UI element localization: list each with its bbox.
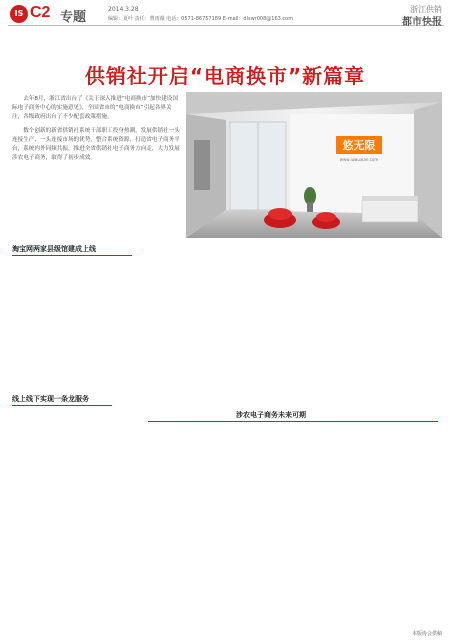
story-paragraph xyxy=(148,428,438,436)
lead-paragraphs xyxy=(12,95,180,168)
section-rule xyxy=(12,405,112,406)
page-tag: IS xyxy=(10,5,28,23)
masthead xyxy=(8,4,444,26)
section-rule xyxy=(12,255,132,256)
section-name: 专题 xyxy=(60,10,87,25)
story-body-3 xyxy=(148,428,438,622)
office-photo-illustration xyxy=(186,92,442,238)
story-paragraph xyxy=(12,412,140,420)
story-paragraph xyxy=(12,262,438,270)
section-heading: 淘宝网两家县级馆建成上线 xyxy=(12,245,96,253)
store-url: www.iuwuxian.com xyxy=(339,157,379,162)
lead-paragraph: 去年8月，浙江省出台了《关于深入推进“电商换市”加快建设国际电子商务中心的实施意见》，全国省市的“电商换市”引起各界关注，各级政府出台了不少配套政策措施。 xyxy=(12,96,178,120)
office-photo xyxy=(186,92,442,238)
page-headline: 供销社开启“电商换市”新篇章 xyxy=(84,64,366,88)
contact-line: 编辑：夏叶 责任：曹雨薇 电话：0571-86757189 E-mail：dlswr008@163.com xyxy=(108,16,294,22)
issue-date: 2014.3.28 xyxy=(108,6,139,13)
paper-logo: 都市快报 xyxy=(402,17,442,28)
edition-name: 浙江供销 xyxy=(410,5,442,14)
section-rule xyxy=(148,421,438,422)
story-body-2 xyxy=(12,412,140,622)
footer-note: 本版协会供稿 xyxy=(411,631,442,637)
section-heading: 线上线下实现一条龙服务 xyxy=(12,395,89,403)
lead-paragraph: 数个创新的新省供销社系统干部职工投身热潮，发展供销社一头连接生产、一头连接市场的优势，整合系统资源，打造省电子商务平台，系统内外同频共振，推进全省供销社电子商务方向走，大力发展涉农电子商务，取得了初步成效。 xyxy=(12,128,180,161)
page-number: C2 xyxy=(30,4,51,21)
section-heading: 涉农电子商务未来可期 xyxy=(236,411,306,419)
store-sign-text: 悠无限 xyxy=(342,139,376,152)
reception-desk xyxy=(362,200,418,222)
story-body-1 xyxy=(12,262,438,392)
